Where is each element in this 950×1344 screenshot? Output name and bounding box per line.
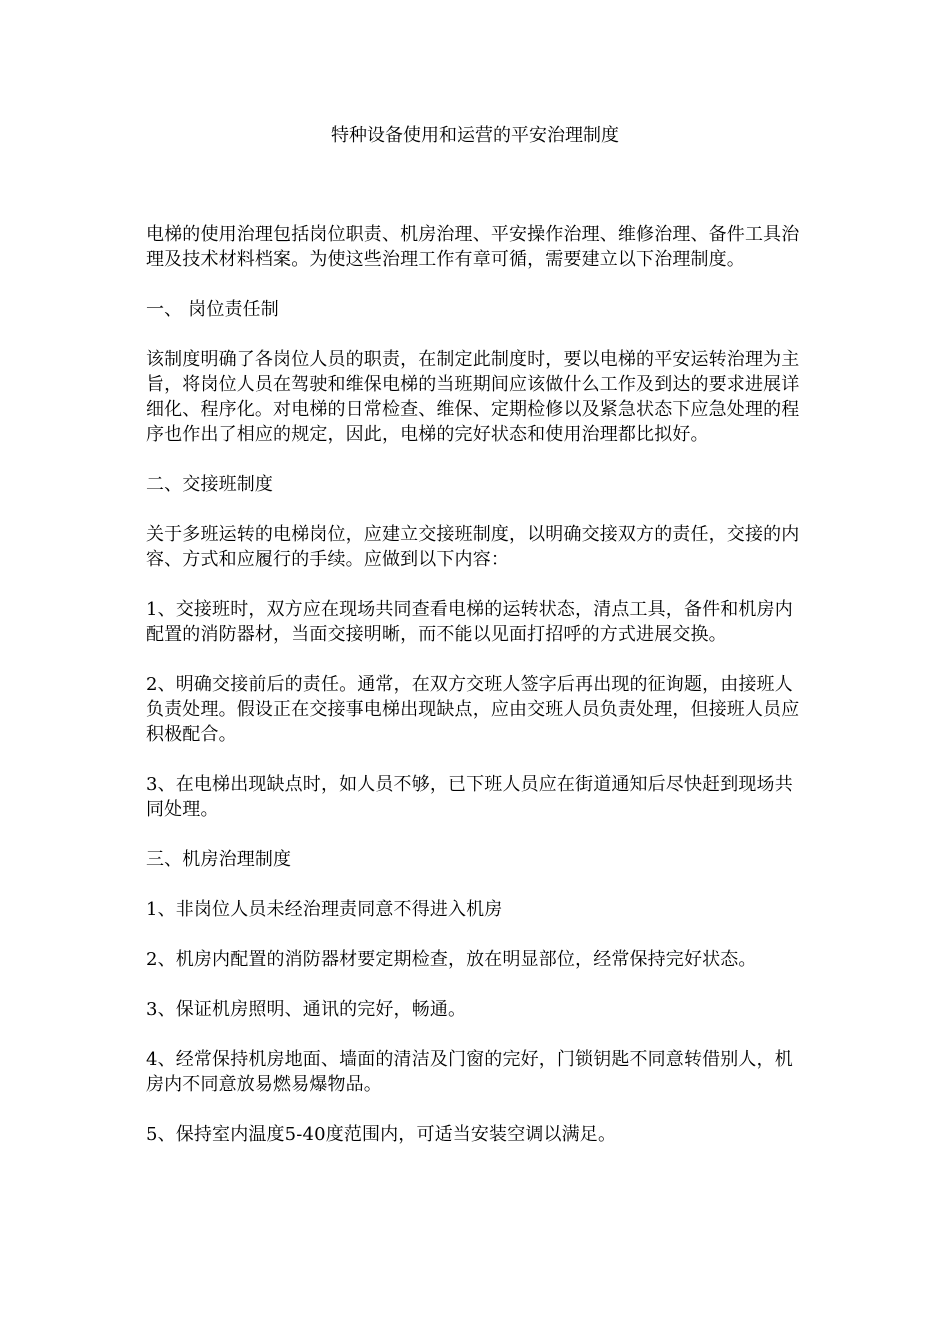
shift-handover-item-1: 1、交接班时，双方应在现场共同查看电梯的运转状态，清点工具，备件和机房内配置的消防器材，当面交接明晰，而不能以见面打招呼的方式进展交换。 [146, 599, 793, 645]
intro-paragraph: 电梯的使用治理包括岗位职责、机房治理、平安操作治理、维修治理、备件工具治理及技术材料档案。为使这些治理工作有章可循，需要建立以下治理制度。 [146, 224, 800, 270]
machine-room-item-2: 2、机房内配置的消防器材要定期检查，放在明显部位，经常保持完好状态。 [146, 949, 757, 970]
section-heading-shift-handover: 二、交接班制度 [146, 474, 274, 495]
section-heading-machine-room: 三、机房治理制度 [146, 849, 292, 870]
machine-room-item-3: 3、保证机房照明、通讯的完好，畅通。 [146, 999, 467, 1020]
machine-room-item-1: 1、非岗位人员未经治理责同意不得进入机房 [146, 899, 503, 920]
machine-room-item-4: 4、经常保持机房地面、墙面的清洁及门窗的完好，门锁钥匙不同意转借别人，机房内不同意放易燃易爆物品。 [146, 1049, 793, 1095]
shift-handover-item-2: 2、明确交接前后的责任。通常，在双方交班人签字后再出现的征询题，由接班人负责处理。假设正在交接事电梯出现缺点，应由交班人员负责处理，但接班人员应积极配合。 [146, 674, 800, 745]
section-heading-job-responsibility: 一、 岗位责任制 [146, 299, 279, 320]
shift-handover-intro-paragraph: 关于多班运转的电梯岗位，应建立交接班制度，以明确交接双方的责任，交接的内容、方式和应履行的手续。应做到以下内容： [146, 524, 800, 570]
document-title: 特种设备使用和运营的平安治理制度 [331, 125, 619, 146]
machine-room-item-5: 5、保持室内温度5-40度范围内，可适当安装空调以满足。 [146, 1124, 617, 1145]
shift-handover-item-3: 3、在电梯出现缺点时，如人员不够，已下班人员应在街道通知后尽快赶到现场共同处理。 [146, 774, 793, 820]
document-body [146, 222, 802, 1172]
job-responsibility-paragraph: 该制度明确了各岗位人员的职责，在制定此制度时，要以电梯的平安运转治理为主旨，将岗位人员在驾驶和维保电梯的当班期间应该做什么工作及到达的要求进展详细化、程序化。对电梯的日常检查、维保、定期检修以及紧急状态下应急处理的程序也作出了相应的规定，因此，电梯的完好状态和使用治理都比拟好。 [146, 349, 800, 445]
